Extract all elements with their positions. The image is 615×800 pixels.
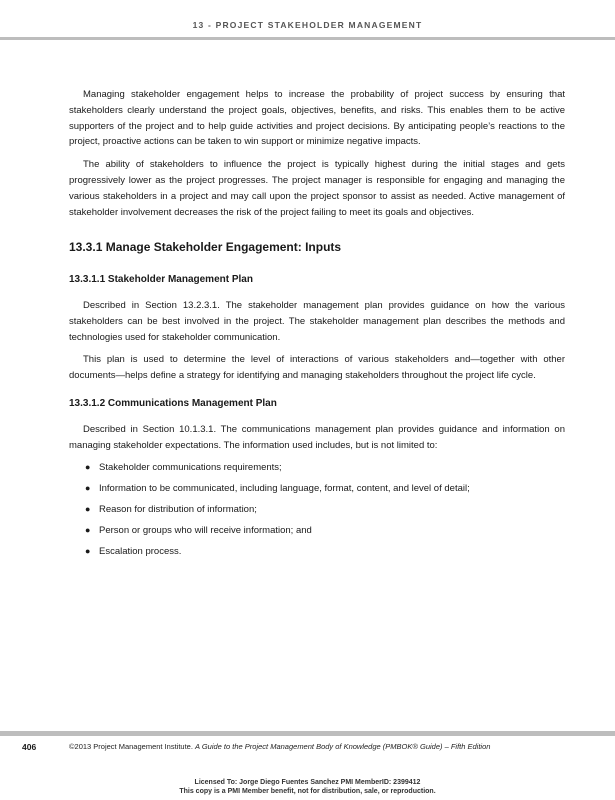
stakeholder-plan-paragraph-1: Described in Section 13.2.3.1. The stakeholder management plan provides guidance on how the various stakeholders can be best involved in the project. The stakeholder management plan describes the methods and technologies used for stakeholder communication. — [69, 299, 565, 343]
list-item-text: Information to be communicated, including language, format, content, and level of detail; — [99, 483, 470, 495]
section-heading: 13.3.1 Manage Stakeholder Engagement: Inputs — [69, 240, 342, 255]
footer-divider — [0, 731, 615, 736]
list-item-text: Stakeholder communications requirements; — [99, 462, 282, 474]
intro-paragraph-2: The ability of stakeholders to influence the project is typically highest during the initial stages and gets progressively lower as the project progresses. The project manager is responsible for engaging and managing the various stakeholders in a project and may call upon the project sponsor to assist as needed. Active management of stakeholder involvement decreases the risk of the project failing to meet its goals and objectives. — [69, 159, 565, 218]
intro-paragraph-1: Managing stakeholder engagement helps to increase the probability of project success by ensuring that stakeholders clearly understand the project goals, objectives, benefits, and risks. This enables them to be active supporters of the project and to help guide activities and project decisions. By anticipating people’s reactions to the project, proactive actions can be taken to win support or minimize negative impacts. — [69, 89, 565, 148]
list-item-text: Reason for distribution of information; — [99, 503, 257, 515]
bullet-icon: ● — [85, 545, 91, 556]
page-number: 406 — [22, 742, 37, 752]
subsection-heading-communications-plan: 13.3.1.2 Communications Management Plan — [69, 397, 277, 409]
bullet-icon: ● — [85, 524, 91, 535]
subsection-heading-stakeholder-plan: 13.3.1.1 Stakeholder Management Plan — [69, 274, 253, 286]
license-line-1: Licensed To: Jorge Diego Fuentes Sanchez PMI MemberID: 2399412 — [194, 779, 421, 786]
stakeholder-plan-paragraph-2: This plan is used to determine the level of interactions of various stakeholders and—together with other documents—helps define a strategy for identifying and managing stakeholders throughout the project life cycle. — [69, 354, 565, 382]
list-item — [85, 481, 565, 497]
communications-plan-paragraph: Described in Section 10.1.3.1. The communications management plan provides guidance and information on managing stakeholder expectations. The information used includes, but is not limited to: — [69, 423, 565, 451]
bullet-icon: ● — [85, 462, 91, 473]
license-line-2: This copy is a PMI Member benefit, not for distribution, sale, or reproduction. — [179, 788, 436, 795]
page-content — [69, 87, 565, 564]
list-item — [85, 523, 565, 539]
list-item — [85, 460, 565, 476]
bullet-icon: ● — [85, 503, 91, 514]
running-header — [0, 0, 615, 40]
book-title: A Guide to the Project Management Body of Knowledge (PMBOK® Guide) – Fifth Edition — [195, 742, 491, 751]
list-item — [85, 502, 565, 518]
list-item-text: Escalation process. — [99, 545, 182, 557]
copyright-prefix: ©2013 Project Management Institute. — [69, 742, 193, 751]
input-list — [69, 460, 565, 559]
list-item-text: Person or groups who will receive information; and — [99, 524, 312, 536]
copyright-line — [69, 742, 490, 751]
header-title: 13 - PROJECT STAKEHOLDER MANAGEMENT — [192, 20, 423, 30]
list-item — [85, 544, 565, 560]
bullet-icon: ● — [85, 483, 91, 494]
license-notice — [0, 778, 615, 796]
